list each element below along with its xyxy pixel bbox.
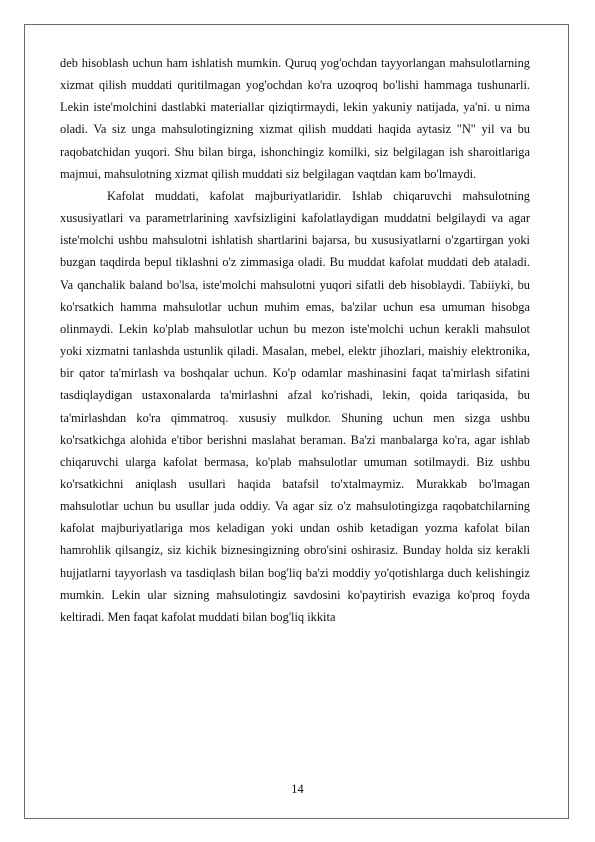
paragraph-1: deb hisoblash uchun ham ishlatish mumkin. Quruq yog'ochdan tayyorlangan mahsulotlarning xizmat qilish muddati quritilmagan yog'ochdan ko'ra uzoqroq bo'lishi hammaga tushunarli. Lekin iste'molchini dastlabki materiallar qiziqtirmaydi, lekin yakuniy natijada, ya'ni. u nima oladi. Va siz unga mahsulotingizning xizmat qilish muddati haqida aytasiz "N" yil va bu raqobatchidan yuqori. Shu bilan birga, ishonchingiz komilki, siz belgilagan ish sharoitlariga majmui, mahsulotning xizmat qilish muddati siz belgilagan vaqtdan kam bo'lmaydi. [60,56,530,181]
page-number: 14 [291,782,304,796]
paragraph-2: Kafolat muddati, kafolat majburiyatlaridir. Ishlab chiqaruvchi mahsulotning xususiyatlari va parametrlarining xavfsizligini kafolatlaydigan muddatni belgilaydi va agar iste'molchi ushbu mahsulotni ishlatish shartlarini bajarsa, bu xususiyatlarni o'zgartirgan yoki buzgan taqdirda bepul tiklashni o'z zimmasiga oladi. Bu muddat kafolat muddati deb ataladi. Va qanchalik baland bo'lsa, iste'molchi mahsulotni yuqori sifatli deb hisoblaydi. Tabiiyki, bu ko'rsatkich hamma mahsulotlar uchun muhim emas, ba'zilar uchun esa umuman hisobga olinmaydi. Lekin ko'plab mahsulotlar uchun bu mezon iste'molchi uchun kerakli mahsulot yoki xizmatni tanlashda ustunlik qiladi. Masalan, mebel, elektr jihozlari, maishiy elektronika, bir qator ta'mirlash va boshqalar uchun. Ko'p odamlar mashinasini faqat ta'mirlash sifatini tasdiqlaydigan ustaxonalarda ta'mirlashni afzal ko'rishadi, lekin, qoida tariqasida, bu ta'mirlashdan ko'ra qimmatroq. xususiy mulkdor. Shuning uchun men sizga ushbu ko'rsatkichga alohida e'tibor berishni maslahat beraman. Ba'zi manbalarga ko'ra, agar ishlab chiqaruvchi ularga kafolat bermasa, ko'plab mahsulotlar umuman sotilmaydi. Biz ushbu ko'rsatkichni aniqlash usullari haqida batafsil to'xtalmaymiz. Murakkab bo'lmagan mahsulotlar uchun bu usullar juda oddiy. Va agar siz o'z mahsulotingizga raqobatchilarning kafolat majburiyatlariga mos keladigan yoki undan oshib ketadigan yozma kafolat bilan hamrohlik qilsangiz, siz kichik biznesingizning obro'sini oshirasiz. Bunday holda siz kerakli hujjatlarni tayyorlash va tasdiqlash bilan bog'liq ba'zi moddiy yo'qotishlarga duch kelishingiz mumkin. Lekin ular sizning mahsulotingiz savdosini ko'paytirish evaziga ko'proq foyda keltiradi. Men faqat kafolat muddati bilan bog'liq ikkita [60,188,530,624]
document-body [60,52,530,628]
